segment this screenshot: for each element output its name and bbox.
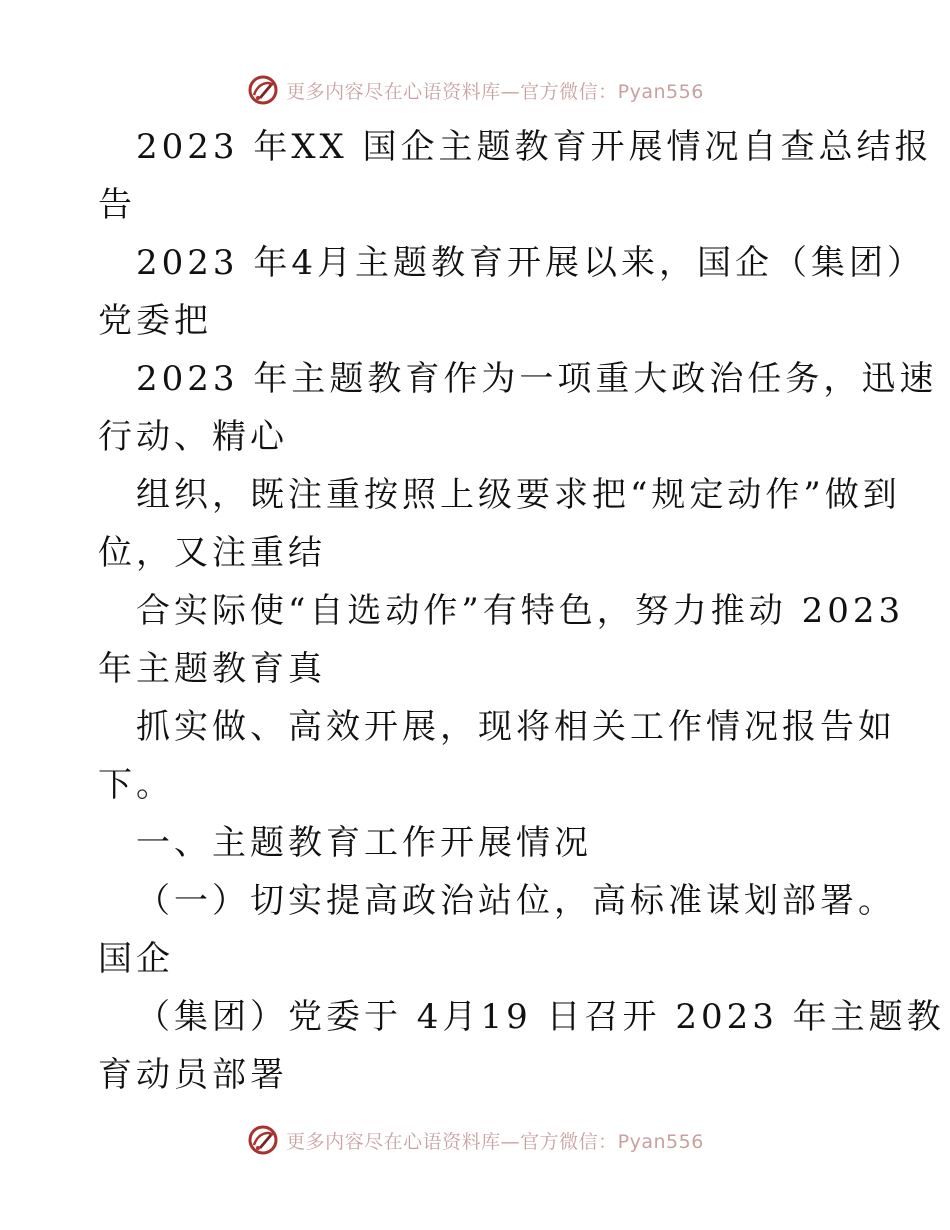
text-line: 合实际使“自选动作”有特色，努力推动 2023 (136, 591, 905, 631)
pen-swirl-logo-icon (246, 1123, 280, 1157)
text-line: 组织，既注重按照上级要求把“规定动作”做到 (136, 475, 901, 515)
text-line: 位，又注重结 (98, 533, 326, 573)
text-line: 一、主题教育工作开展情况 (136, 823, 592, 863)
footer-banner (0, 1120, 950, 1160)
text-line: 2023 年4月主题教育开展以来，国企（集团） (136, 243, 925, 283)
text-line: （一）切实提高政治站位，高标准谋划部署。 (136, 881, 896, 921)
document-body (98, 118, 945, 1104)
text-line: 2023 年主题教育作为一项重大政治任务，迅速 (136, 359, 938, 399)
text-line: （集团）党委于 4月19 日召开 2023 年主题教 (136, 997, 945, 1037)
footer-banner-text: 更多内容尽在心语资料库—官方微信：Pyan556 (286, 1130, 704, 1153)
text-line: 年主题教育真 (98, 649, 326, 689)
text-line: 2023 年XX 国企主题教育开展情况自查总结报 (136, 127, 933, 167)
text-line: 育动员部署 (98, 1055, 288, 1095)
text-line: 行动、精心 (98, 417, 288, 457)
header-banner (0, 70, 950, 110)
text-line: 国企 (98, 939, 174, 979)
text-line: 告 (98, 185, 136, 225)
text-line: 党委把 (98, 301, 212, 341)
pen-swirl-logo-icon (246, 73, 280, 107)
text-line: 抓实做、高效开展，现将相关工作情况报告如 (136, 707, 896, 747)
text-line: 下。 (98, 765, 174, 805)
header-banner-text: 更多内容尽在心语资料库—官方微信：Pyan556 (286, 80, 704, 103)
